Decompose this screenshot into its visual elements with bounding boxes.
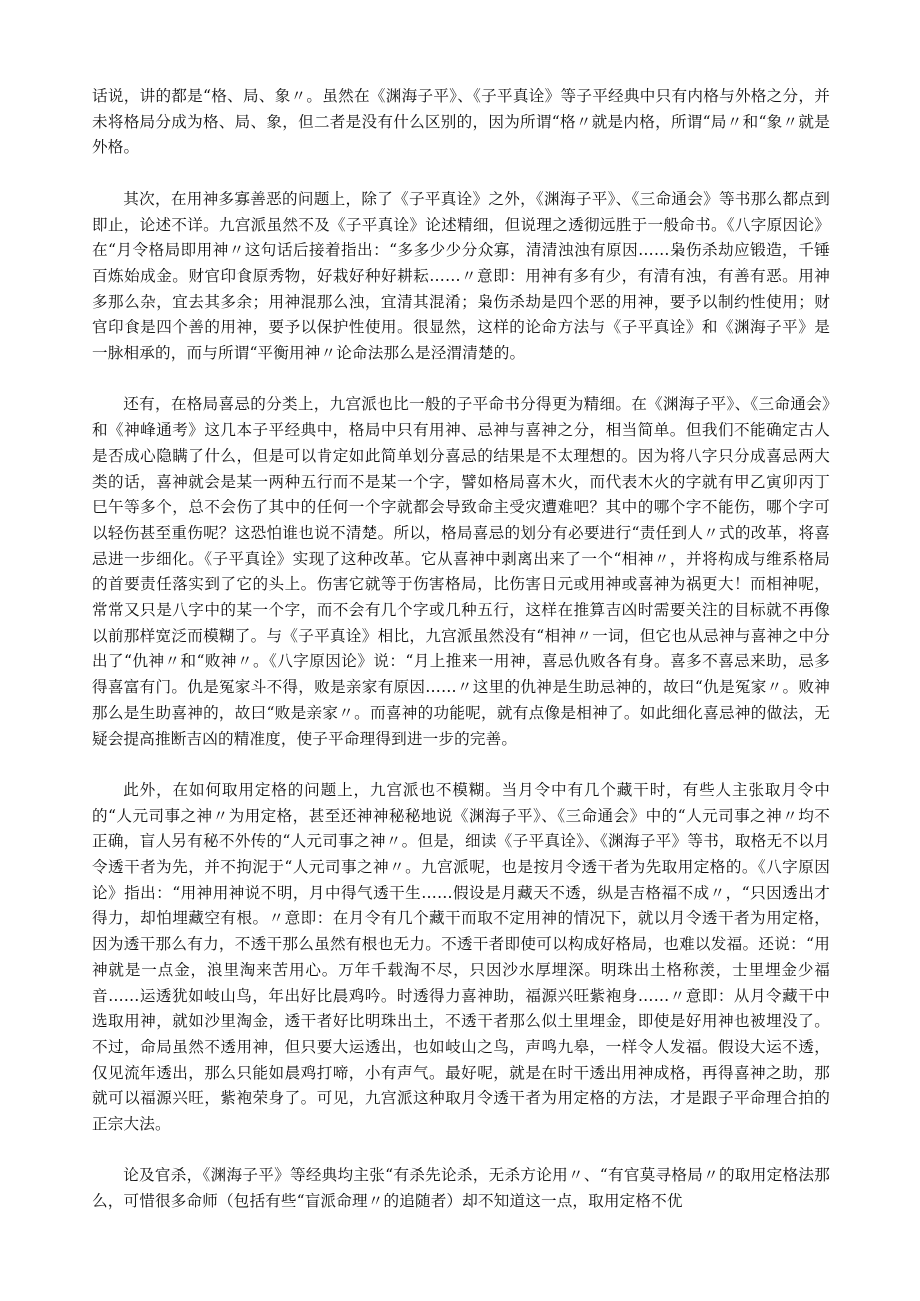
paragraph-officer-killing: 论及官杀，《渊海子平》等经典均主张“有杀先论杀，无杀方论用〃、“有官莫寻格局〃的取用定格法那么，可惜很多命师（包括有些“盲派命理〃的追随者）却不知道这一点，取用定格不优 [92, 1166, 830, 1211]
paragraph-selecting-useful-god: 此外，在如何取用定格的问题上，九宫派也不模糊。当月令中有几个藏干时，有些人主张取月令中的“人元司事之神〃为用定格，甚至还神神秘秘地说《渊海子平》、《三命通会》中的“人元司事之神〃均不正确，盲人另有秘不外传的“人元司事之神〃。但是，细读《子平真诠》、《渊海子平》等书，取格无不以月令透干者为先，并不拘泥于“人元司事之神〃。九宫派呢，也是按月令透干者为先取用定格的。《八字原因论》指出：“用神用神说不明，月中得气透干生……假设是月藏天不透，纵是吉格福不成〃，“只因透出才得力，却怕埋藏空有根。〃意即：在月令有几个藏干而取不定用神的情况下，就以月令透干者为用定格，因为透干那么有力，不透干那么虽然有根也无力。不透干者即使可以构成好格局，也难以发福。还说：“用神就是一点金，浪里淘来苦用心。万年千载淘不尽，只因沙水厚埋深。明珠出土格称羡，士里埋金少福音……运透犹如岐山鸟，年出好比晨鸡吟。时透得力喜神助，福源兴旺紫袍身……〃意即：从月令藏干中选取用神，就如沙里淘金，透干者好比明珠出土，不透干者那么似土里埋金，即使是好用神也被埋没了。不过，命局虽然不透用神，但只要大运透出，也如岐山之鸟，声鸣九皋，一样令人发福。假设大运不透，仅见流年透出，那么只能如晨鸡打啼，小有声气。最好呢，就是在时干透出用神成格，再得喜神之助，那就可以福源兴旺，紫袍荣身了。可见，九宫派这种取月令透干者为用定格的方法，才是跟子平命理合拍的正宗大法。 [92, 780, 830, 1134]
paragraph-useful-god-quantity: 其次，在用神多寡善恶的问题上，除了《子平真诠》之外，《渊海子平》、《三命通会》等书那么都点到即止，论述不详。九宫派虽然不及《子平真诠》论述精细，但说理之透彻远胜于一般命书。《八字原因论》在“月令格局即用神〃这句话后接着指出：“多多少少分众寡，清清浊浊有原因……枭伤杀劫应锻造，千锤百炼始成金。财官印食原秀物，好栽好种好耕耘……〃意即：用神有多有少，有清有浊，有善有恶。用神多那么杂，宜去其多余；用神混那么浊，宜清其混淆；枭伤杀劫是四个恶的用神，要予以制约性使用；财官印食是四个善的用神，要予以保护性使用。很显然，这样的论命方法与《子平真诠》和《渊海子平》是一脉相承的，而与所谓“平衡用神〃论命法那么是泾渭清楚的。 [92, 189, 830, 363]
paragraph-favorable-unfavorable: 还有，在格局喜忌的分类上，九宫派也比一般的子平命书分得更为精细。在《渊海子平》、《三命通会》和《神峰通考》这几本子平经典中，格局中只有用神、忌神与喜神之分，相当简单。但我们不能确定古人是否成心隐瞒了什么，但是可以肯定如此简单划分喜忌的结果是不太理想的。因为将八字只分成喜忌两大类的话，喜神就会是某一两种五行而不是某一个字，譬如格局喜木火，而代表木火的字就有甲乙寅卯丙丁巳午等多个，总不会伤了其中的任何一个字就都会导致命主受灾遭难吧？其中的哪个字不能伤，哪个字可以轻伤甚至重伤呢？这恐怕谁也说不清楚。所以，格局喜忌的划分有必要进行“责任到人〃式的改革，将喜忌进一步细化。《子平真诠》实现了这种改革。它从喜神中剥离出来了一个“相神〃，并将构成与维系格局的首要责任落实到了它的头上。伤害它就等于伤害格局，比伤害日元或用神或喜神为祸更大！而相神呢，常常又只是八字中的某一个字，而不会有几个字或几种五行，这样在推算吉凶时需要关注的目标就不再像以前那样宽泛而模糊了。与《子平真诠》相比，九宫派虽然没有“相神〃一词，但它也从忌神与喜神之中分出了“仇神〃和“败神〃。《八字原因论》说：“月上推来一用神，喜忌仇败各有身。喜多不喜忌来助，忌多得喜富有门。仇是冤家斗不得，败是亲家有原因……〃这里的仇神是生助忌神的，故曰“仇是冤家〃。败神那么是生助喜神的，故曰“败是亲家〃。而喜神的功能呢，就有点像是相神了。如此细化喜忌神的做法，无疑会提高推断吉凶的精准度，使子平命理得到进一步的完善。 [92, 395, 830, 748]
paragraph-continuation: 话说，讲的都是“格、局、象〃。虽然在《渊海子平》、《子平真诠》等子平经典中只有内格与外格之分，并未将格局分成为格、局、象，但二者是没有什么区别的，因为所谓“格〃就是内格，所谓“局〃和“象〃就是外格。 [92, 87, 830, 157]
